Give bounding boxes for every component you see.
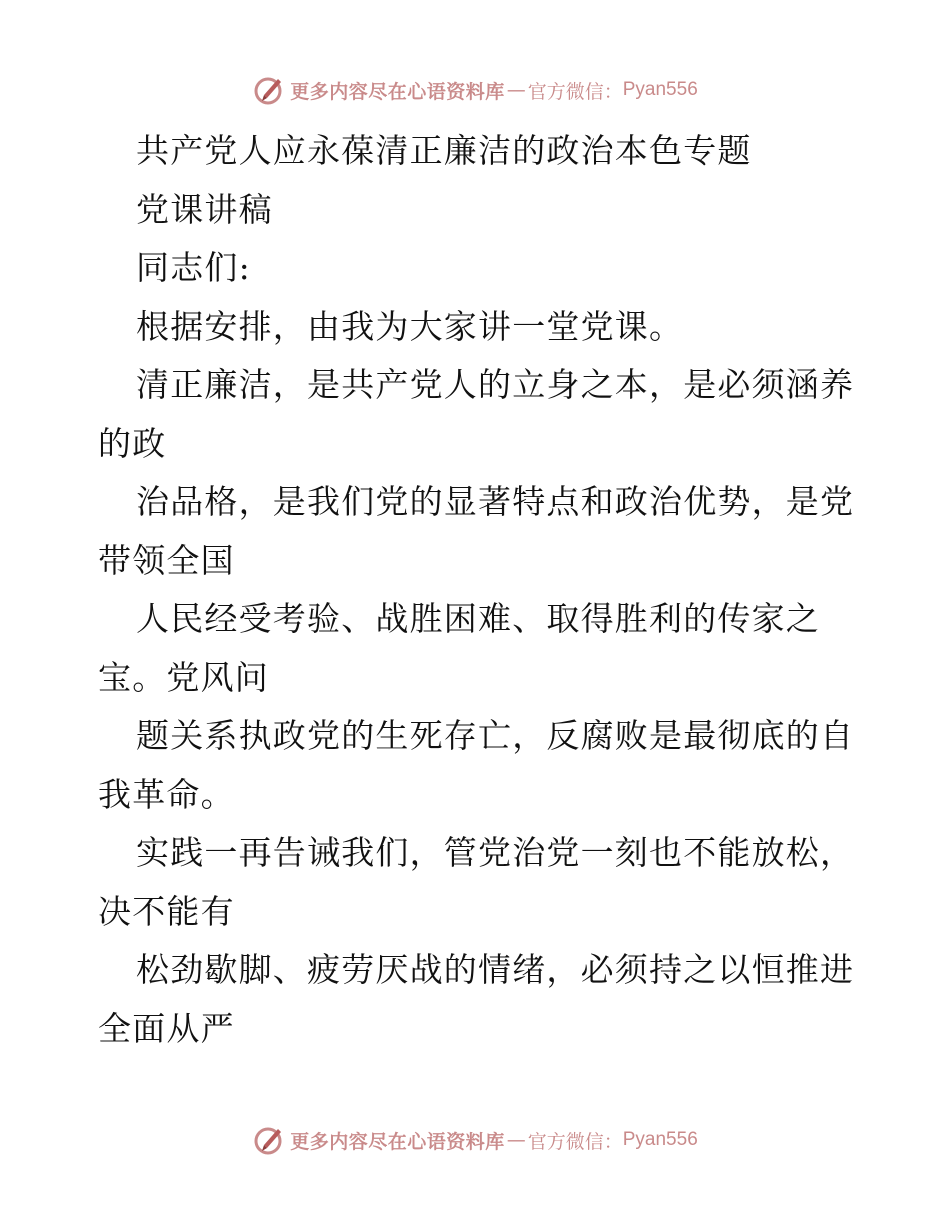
watermark-wechat-label: 官方微信： — [527, 1130, 623, 1153]
watermark-wechat-id: Pyan556 — [622, 1129, 698, 1150]
doc-paragraph-line: 题关系执政党的生死存亡，反腐败是最彻底的自 — [136, 716, 855, 755]
doc-paragraph-line: 带领全国 — [98, 540, 235, 580]
doc-paragraph-line: 的政 — [98, 423, 167, 463]
doc-paragraph-line: 实践一再告诫我们，管党治党一刻也不能放松， — [136, 833, 855, 872]
doc-paragraph-line: 松劲歇脚、疲劳厌战的情绪，必须持之以恒推进 — [136, 950, 855, 989]
watermark-wechat-id: Pyan556 — [622, 79, 698, 100]
watermark-site-text: 更多内容尽在心语资料库 — [290, 1130, 505, 1153]
doc-paragraph-line: 宝。党风问 — [98, 657, 269, 697]
footer-watermark — [0, 1120, 950, 1160]
doc-paragraph-line: 全面从严 — [98, 1008, 235, 1048]
doc-paragraph-line: 根据安排，由我为大家讲一堂党课。 — [136, 306, 684, 346]
header-watermark — [0, 70, 950, 110]
doc-paragraph-line: 决不能有 — [98, 891, 235, 931]
doc-paragraph-line: 我革命。 — [98, 774, 235, 814]
pen-nib-circle-icon — [252, 73, 286, 107]
doc-title-line-2: 党课讲稿 — [136, 189, 273, 229]
watermark-wechat-label: 官方微信： — [527, 80, 623, 103]
document-body — [98, 122, 858, 1058]
watermark-dash: — — [506, 1129, 526, 1151]
watermark-site-text: 更多内容尽在心语资料库 — [290, 80, 505, 103]
doc-title-line-1: 共产党人应永葆清正廉洁的政治本色专题 — [136, 131, 752, 170]
doc-paragraph-line: 清正廉洁，是共产党人的立身之本，是必须涵养 — [136, 365, 855, 404]
doc-paragraph-line: 人民经受考验、战胜困难、取得胜利的传家之 — [136, 599, 820, 638]
doc-salutation: 同志们: — [136, 248, 251, 287]
pen-nib-circle-icon — [252, 1123, 286, 1157]
doc-paragraph-line: 治品格，是我们党的显著特点和政治优势，是党 — [136, 482, 855, 521]
watermark-dash: — — [506, 79, 526, 101]
